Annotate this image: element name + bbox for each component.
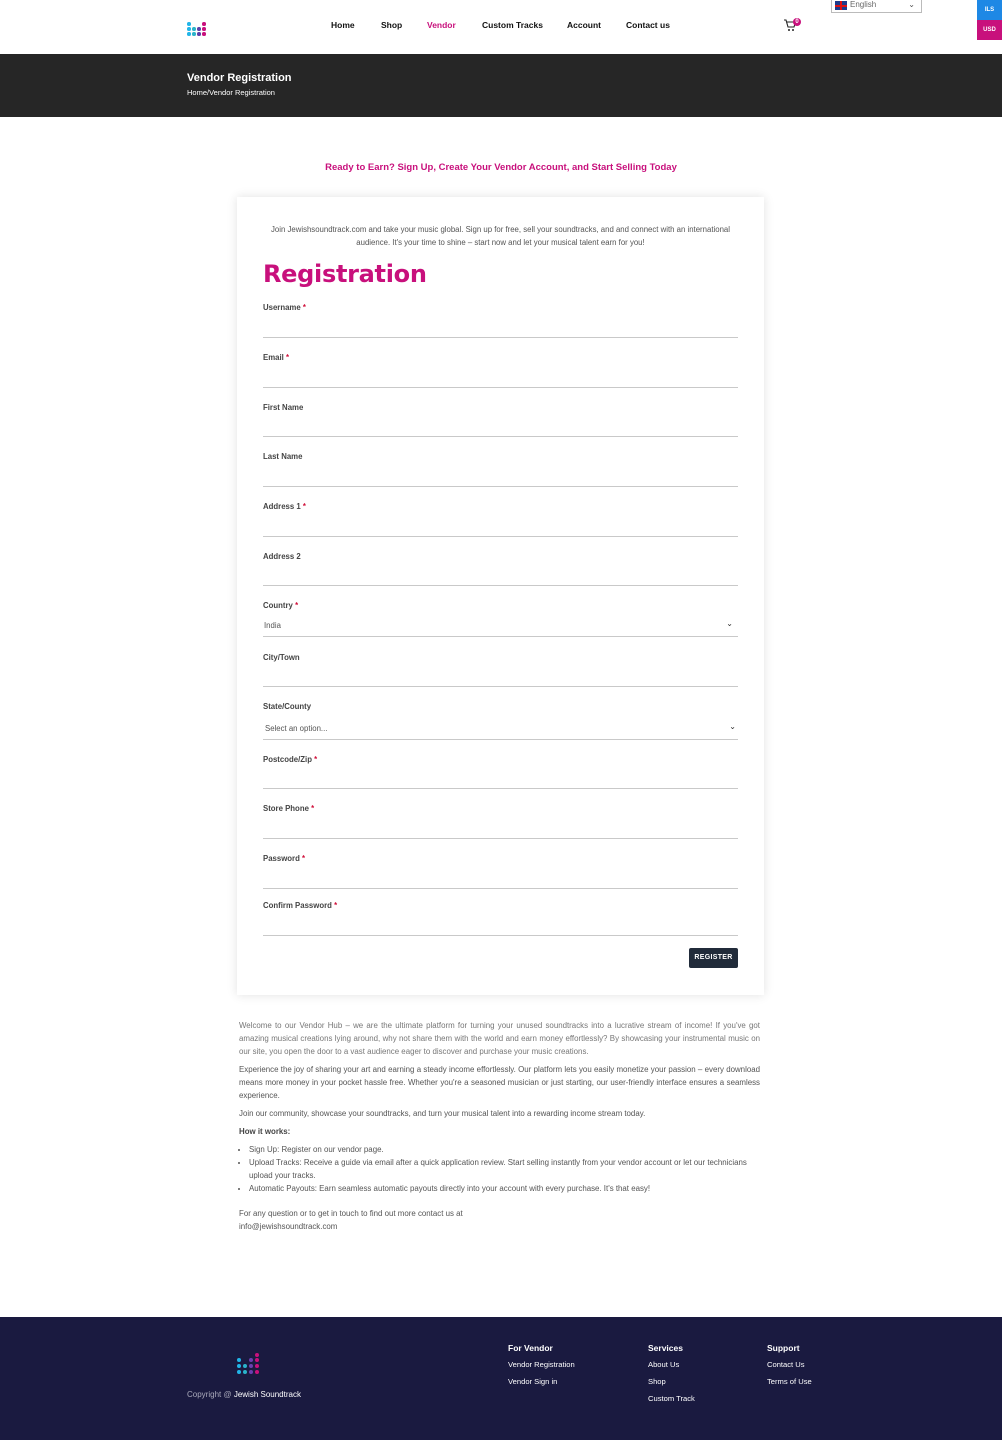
username-field[interactable]: [263, 303, 738, 312]
info-paragraph: Experience the joy of sharing your art and earning a steady income effortlessly. Our platform lets you easily monetize your passion – every download means more money in your pocket hassle free. Whether you're a seasoned musician or just starting, our user-friendly interface ensures a seamless experience.: [239, 1065, 760, 1100]
confirm-password-field[interactable]: [263, 901, 738, 910]
currency-ils[interactable]: ILS: [977, 0, 1002, 20]
vendor-info: [239, 1019, 760, 1233]
cart-count-badge: 0: [793, 18, 801, 26]
registration-card: [237, 197, 764, 995]
steps-list: [249, 1143, 760, 1195]
register-button[interactable]: REGISTER: [689, 948, 738, 968]
footer-link-about-us[interactable]: About Us: [648, 1360, 680, 1369]
state-select[interactable]: [263, 702, 738, 733]
chevron-down-icon: ⌄: [729, 722, 736, 731]
registration-title: Registration: [263, 260, 427, 288]
country-select[interactable]: [263, 601, 738, 630]
footer-heading: Support: [767, 1343, 800, 1353]
footer-link-shop[interactable]: Shop: [648, 1377, 666, 1386]
contact-line: For any question or to get in touch to find out more contact us at: [239, 1209, 463, 1218]
footer-link-vendor-sign-in[interactable]: Vendor Sign in: [508, 1377, 558, 1386]
state-value: Select an option...: [265, 724, 328, 733]
list-item: • Upload Tracks: Receive a guide via email after a quick application review. Start selling instantly from your vendor account or let our technicians upload your tracks.: [249, 1156, 760, 1182]
city-label: City/Town: [263, 653, 300, 662]
uk-flag-icon: [835, 1, 847, 10]
footer-link-vendor-registration[interactable]: Vendor Registration: [508, 1360, 575, 1369]
language-value: English: [850, 0, 877, 9]
email-label: Email *: [263, 353, 290, 362]
address1-label: Address 1 *: [263, 502, 306, 511]
country-label: Country *: [263, 601, 299, 610]
site-header: [0, 0, 1002, 54]
breadcrumb[interactable]: Home/Vendor Registration: [187, 88, 275, 97]
language-select[interactable]: [831, 0, 922, 13]
contact-email[interactable]: info@jewishsoundtrack.com: [239, 1222, 338, 1231]
chevron-down-icon: ⌄: [726, 619, 733, 628]
nav-contact[interactable]: Contact us: [626, 20, 670, 30]
footer-heading: For Vendor: [508, 1343, 553, 1353]
footer-col-services: [648, 1343, 695, 1411]
how-it-works-title: How it works:: [239, 1127, 291, 1136]
username-label: Username *: [263, 303, 306, 312]
last-name-label: Last Name: [263, 452, 303, 461]
footer-brand-link[interactable]: Jewish Soundtrack: [233, 1390, 301, 1399]
nav-shop[interactable]: Shop: [381, 20, 403, 30]
postcode-field[interactable]: [263, 755, 738, 764]
postcode-label: Postcode/Zip *: [263, 755, 318, 764]
nav-account[interactable]: Account: [567, 20, 601, 30]
store-phone-label: Store Phone *: [263, 804, 315, 813]
tagline: Ready to Earn? Sign Up, Create Your Vendor Account, and Start Selling Today: [325, 162, 677, 173]
site-footer: [0, 1317, 1002, 1440]
page-title: Vendor Registration: [187, 72, 292, 84]
currency-usd[interactable]: USD: [977, 20, 1002, 40]
copyright: Copyright @ Jewish Soundtrack: [187, 1390, 301, 1399]
confirm-password-label: Confirm Password *: [263, 901, 338, 910]
nav-vendor[interactable]: Vendor: [427, 20, 456, 30]
intro-text: Join Jewishsoundtrack.com and take your music global. Sign up for free, sell your soundtracks, and and connect with an international audience. It's your time to shine – start now and let your musical talent earn for you!: [271, 225, 730, 247]
site-logo[interactable]: [187, 21, 209, 39]
first-name-field[interactable]: [263, 403, 738, 412]
email-field[interactable]: [263, 353, 738, 362]
footer-col-vendor: [508, 1343, 575, 1394]
footer-logo[interactable]: [237, 1353, 262, 1377]
last-name-field[interactable]: [263, 452, 738, 461]
info-paragraph: Join our community, showcase your soundtracks, and turn your musical talent into a rewarding income stream today.: [239, 1109, 646, 1118]
footer-heading: Services: [648, 1343, 683, 1353]
footer-link-contact-us[interactable]: Contact Us: [767, 1360, 805, 1369]
footer-link-custom-track[interactable]: Custom Track: [648, 1394, 695, 1403]
list-item: • Automatic Payouts: Earn seamless automatic payouts directly into your account with every purchase. It's that easy!: [249, 1182, 760, 1195]
nav-custom-tracks[interactable]: Custom Tracks: [482, 20, 543, 30]
password-label: Password *: [263, 854, 306, 863]
address2-label: Address 2: [263, 552, 301, 561]
list-item: • Sign Up: Register on our vendor page.: [249, 1143, 760, 1156]
nav-home[interactable]: Home: [331, 20, 355, 30]
info-paragraph: Welcome to our Vendor Hub – we are the ultimate platform for turning your unused soundtracks into a lucrative stream of income! If you've got amazing musical creations lying around, why not share them with the world and earn money effortlessly? By showcasing your instrumental music on our site, you open the door to a vast audience eager to discover and purchase your music creations.: [239, 1021, 760, 1056]
store-phone-field[interactable]: [263, 804, 738, 813]
chevron-down-icon: ⌄: [908, 0, 915, 9]
first-name-label: First Name: [263, 403, 304, 412]
page-banner: [0, 54, 1002, 117]
country-value: India: [264, 621, 281, 630]
state-label: State/County: [263, 702, 312, 711]
footer-col-support: [767, 1343, 812, 1394]
address1-field[interactable]: [263, 502, 738, 511]
footer-link-terms[interactable]: Terms of Use: [767, 1377, 812, 1386]
password-field[interactable]: [263, 854, 738, 863]
city-field[interactable]: [263, 653, 738, 662]
address2-field[interactable]: [263, 552, 738, 561]
